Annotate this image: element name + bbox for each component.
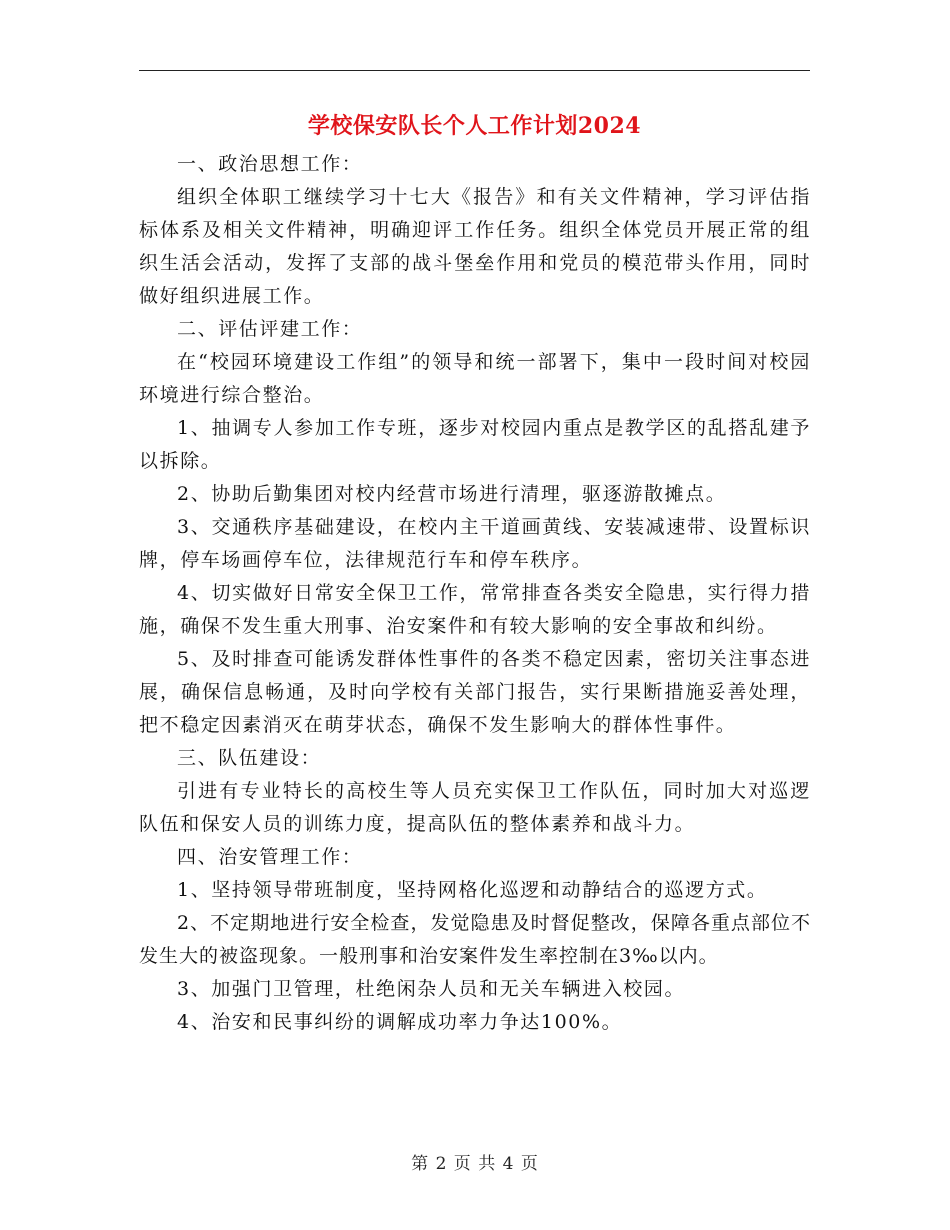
paragraph-team: 引进有专业特长的高校生等人员充实保卫工作队伍，同时加大对巡逻队伍和保安人员的训练力度，提高队伍的整体素养和战斗力。 — [139, 780, 811, 835]
page-footer: 第 2 页 共 4 页 — [411, 1154, 539, 1174]
item-evaluation-2: 2、协助后勤集团对校内经营市场进行清理，驱逐游散摊点。 — [177, 483, 727, 505]
header-rule — [139, 70, 810, 71]
heading-evaluation: 二、评估评建工作： — [177, 318, 363, 340]
document-title: 学校保安队长个人工作计划2024 — [307, 113, 642, 139]
item-security-2: 2、不定期地进行安全检查，发觉隐患及时督促整改，保障各重点部位不发生大的被盗现象。一般刑事和治安案件发生率控制在3‰以内。 — [139, 912, 811, 967]
item-evaluation-5: 5、及时排查可能诱发群体性事件的各类不稳定因素，密切关注事态进展，确保信息畅通，及时向学校有关部门报告，实行果断措施妥善处理，把不稳定因素消灭在萌芽状态，确保不发生影响大的群体性事件。 — [139, 648, 811, 736]
item-evaluation-1: 1、抽调专人参加工作专班，逐步对校园内重点是教学区的乱搭乱建予以拆除。 — [139, 417, 811, 472]
item-security-4: 4、治安和民事纠纷的调解成功率力争达100%。 — [177, 1011, 623, 1033]
heading-team: 三、队伍建设： — [177, 747, 322, 769]
item-evaluation-4: 4、切实做好日常安全保卫工作，常常排查各类安全隐患，实行得力措施，确保不发生重大刑事、治安案件和有较大影响的安全事故和纠纷。 — [139, 582, 811, 637]
item-evaluation-3: 3、交通秩序基础建设，在校内主干道画黄线、安装减速带、设置标识牌，停车场画停车位，法律规范行车和停车秩序。 — [139, 516, 811, 571]
item-security-1: 1、坚持领导带班制度，坚持网格化巡逻和动静结合的巡逻方式。 — [177, 879, 768, 901]
heading-politics: 一、政治思想工作： — [177, 153, 363, 175]
heading-security: 四、治安管理工作： — [177, 846, 363, 868]
document-body — [139, 148, 811, 1039]
paragraph-evaluation: 在“校园环境建设工作组”的领导和统一部署下，集中一段时间对校园环境进行综合整治。 — [139, 351, 811, 406]
item-security-3: 3、加强门卫管理，杜绝闲杂人员和无关车辆进入校园。 — [177, 978, 686, 1000]
paragraph-politics: 组织全体职工继续学习十七大《报告》和有关文件精神，学习评估指标体系及相关文件精神，明确迎评工作任务。组织全体党员开展正常的组织生活会活动，发挥了支部的战斗堡垒作用和党员的模范带头作用，同时做好组织进展工作。 — [139, 186, 811, 307]
